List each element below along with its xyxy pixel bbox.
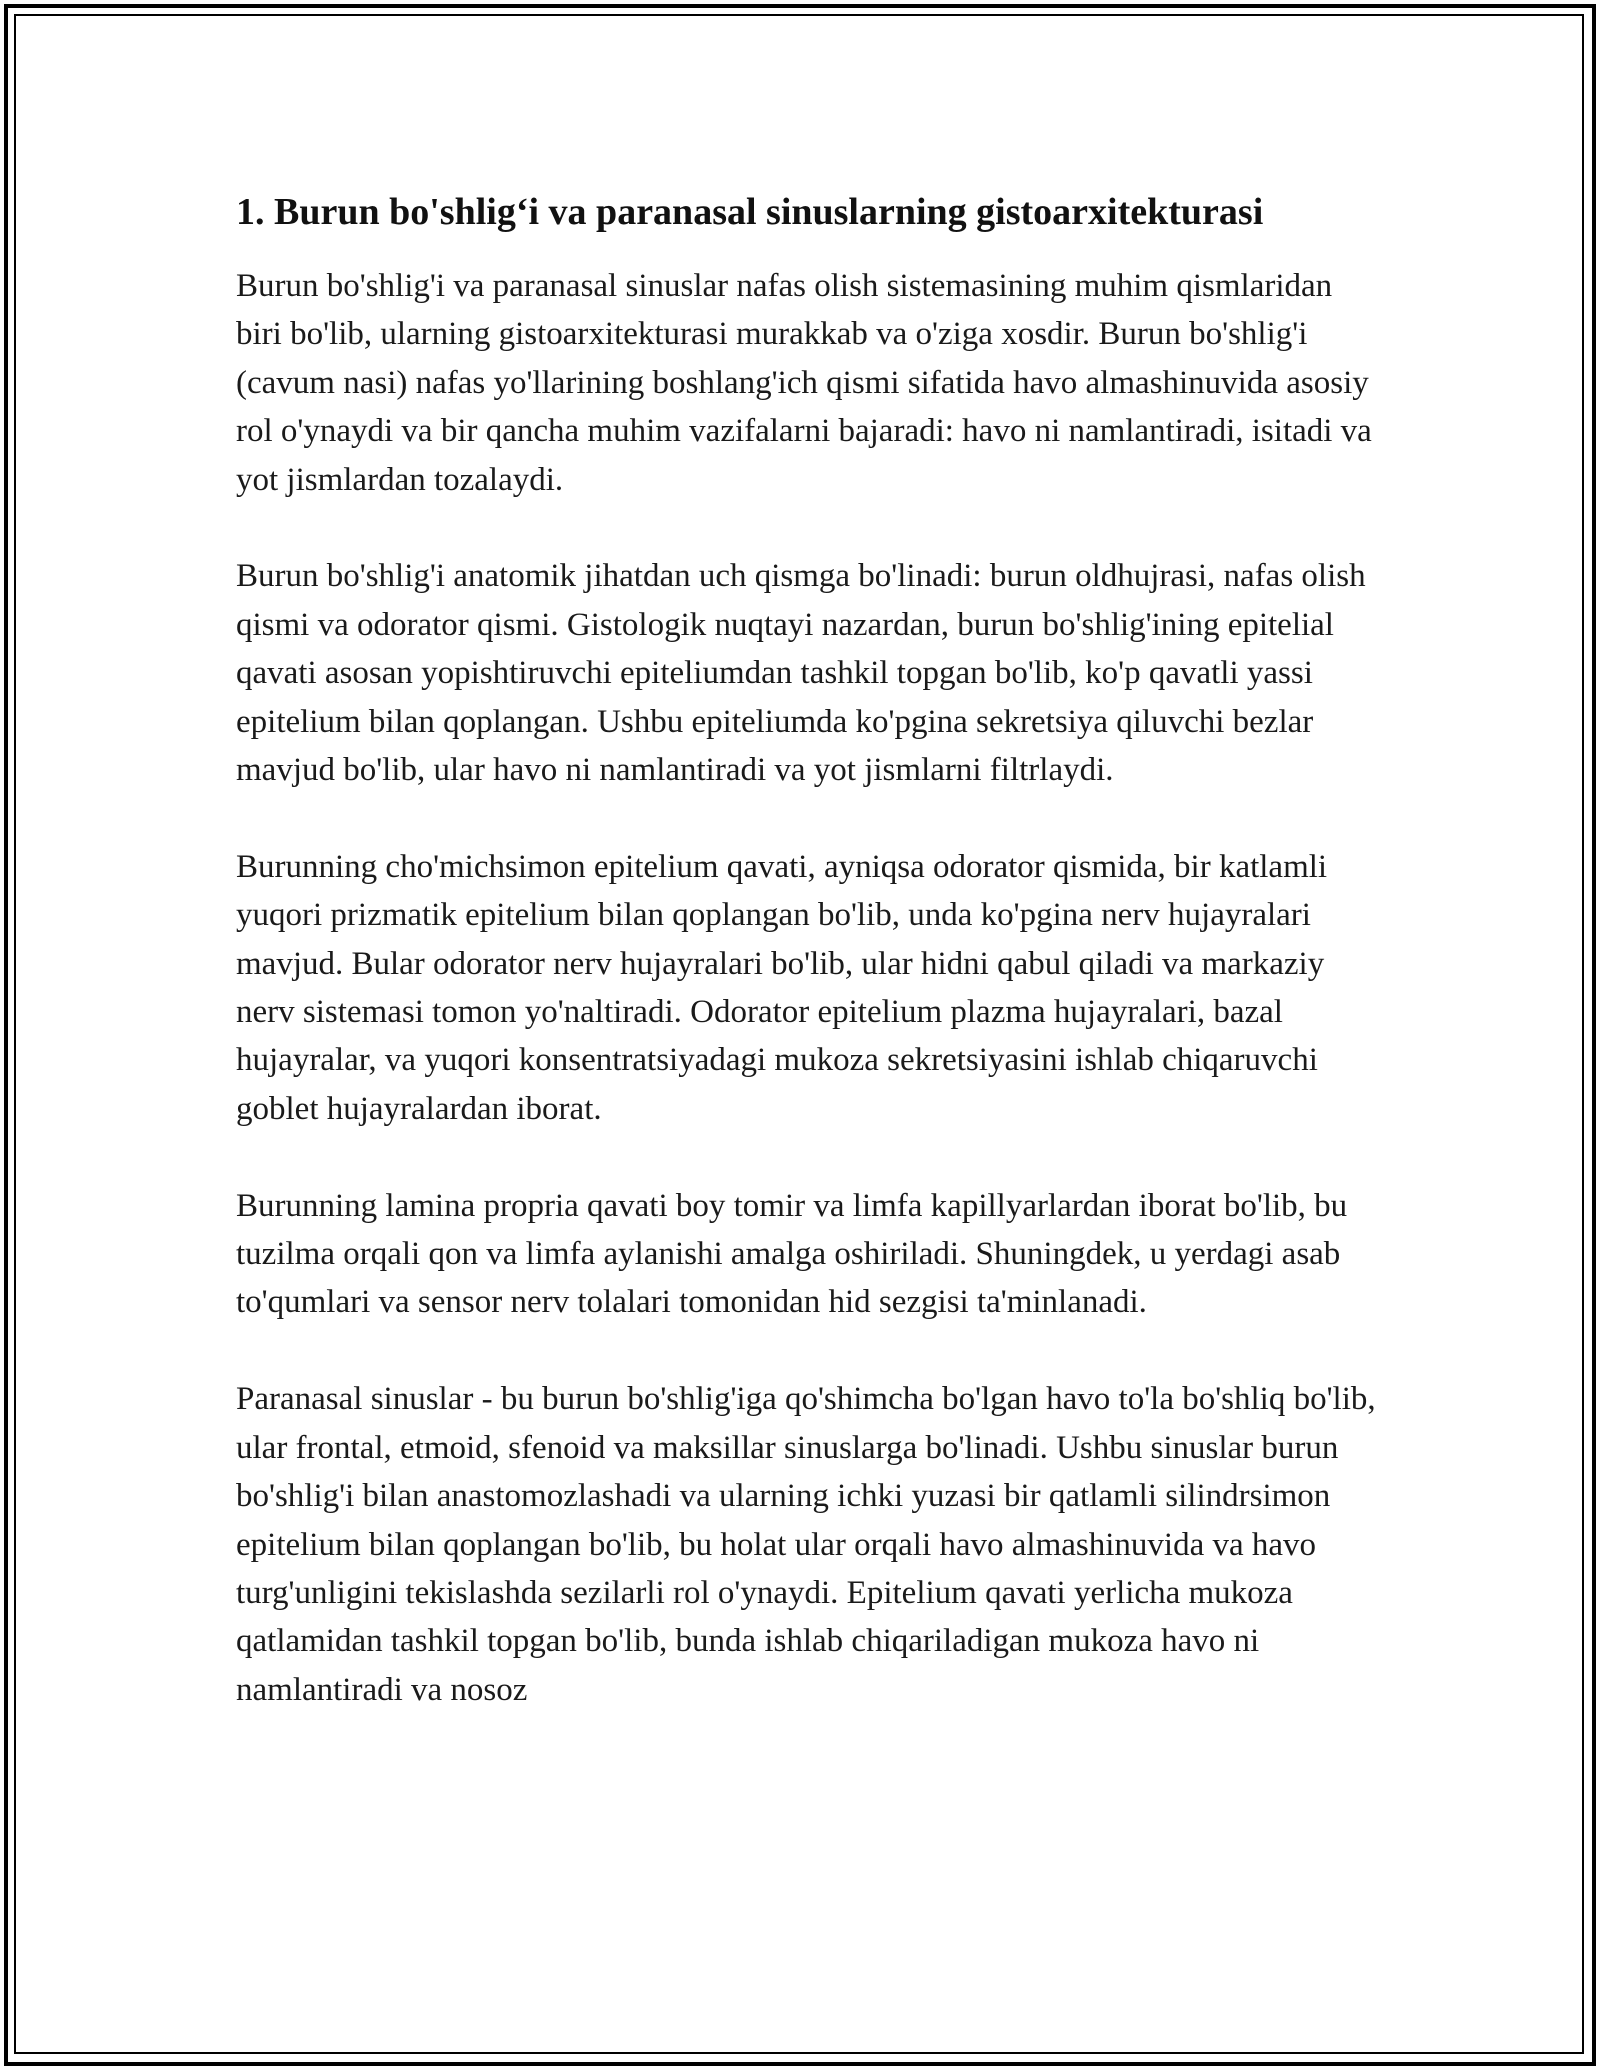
section-heading: 1. Burun bo'shlig‘i va paranasal sinuslarning gistoarxitekturasi bbox=[236, 191, 1264, 233]
paragraph-5: Paranasal sinuslar - bu burun bo'shlig'iga qo'shimcha bo'lgan havo to'la bo'shliq bo'lib, ular frontal, etmoid, sfenoid va maksillar sinuslarga bo'linadi. Ushbu sinuslar burun bo'shlig'i bilan anastomozlashadi va ularning ichki yuzasi bir qatlamli silindrsimon epitelium bilan qoplangan bo'lib, bu holat ular orqali havo almashinuvida va havo turg'unligini tekislashda sezilarli rol o'ynaydi. Epitelium qavati yerlicha mukoza qatlamidan tashkil topgan bo'lib, bunda ishlab chiqariladigan mukoza havo ni namlantiradi va nosoz bbox=[236, 1381, 1376, 1708]
paragraph-3: Burunning cho'michsimon epitelium qavati, ayniqsa odorator qismida, bir katlamli yuqori prizmatik epitelium bilan qoplangan bo'lib, unda ko'pgina nerv hujayralari mavjud. Bular odorator nerv hujayralari bo'lib, ular hidni qabul qiladi va markaziy nerv sistemasi tomon yo'naltiradi. Odorator epitelium plazma hujayralari, bazal hujayralar, va yuqori konsentratsiyadagi mukoza sekretsiyasini ishlab chiqaruvchi goblet hujayralardan iborat. bbox=[236, 848, 1328, 1127]
document-body bbox=[236, 184, 1376, 1714]
paragraph-4: Burunning lamina propria qavati boy tomir va limfa kapillyarlardan iborat bo'lib, bu tuzilma orqali qon va limfa aylanishi amalga oshiriladi. Shuningdek, u yerdagi asab to'qumlari va sensor nerv tolalari tomonidan hid sezgisi ta'minlanadi. bbox=[236, 1187, 1348, 1321]
paragraph-2: Burun bo'shlig'i anatomik jihatdan uch qismga bo'linadi: burun oldhujrasi, nafas olish qismi va odorator qismi. Gistologik nuqtayi nazardan, burun bo'shlig'ining epitelial qavati asosan yopishtiruvchi epiteliumdan tashkil topgan bo'lib, ko'p qavatli yassi epitelium bilan qoplangan. Ushbu epiteliumda ko'pgina sekretsiya qiluvchi bezlar mavjud bo'lib, ular havo ni namlantiradi va yot jismlarni filtrlaydi. bbox=[236, 558, 1366, 789]
paragraph-1: Burun bo'shlig'i va paranasal sinuslar nafas olish sistemasining muhim qismlaridan biri bo'lib, ularning gistoarxitekturasi murakkab va o'ziga xosdir. Burun bo'shlig'i (cavum nasi) nafas yo'llarining boshlang'ich qismi sifatida havo almashinuvida asosiy rol o'ynaydi va bir qancha muhim vazifalarni bajaradi: havo ni namlantiradi, isitadi va yot jismlardan tozalaydi. bbox=[236, 268, 1372, 498]
